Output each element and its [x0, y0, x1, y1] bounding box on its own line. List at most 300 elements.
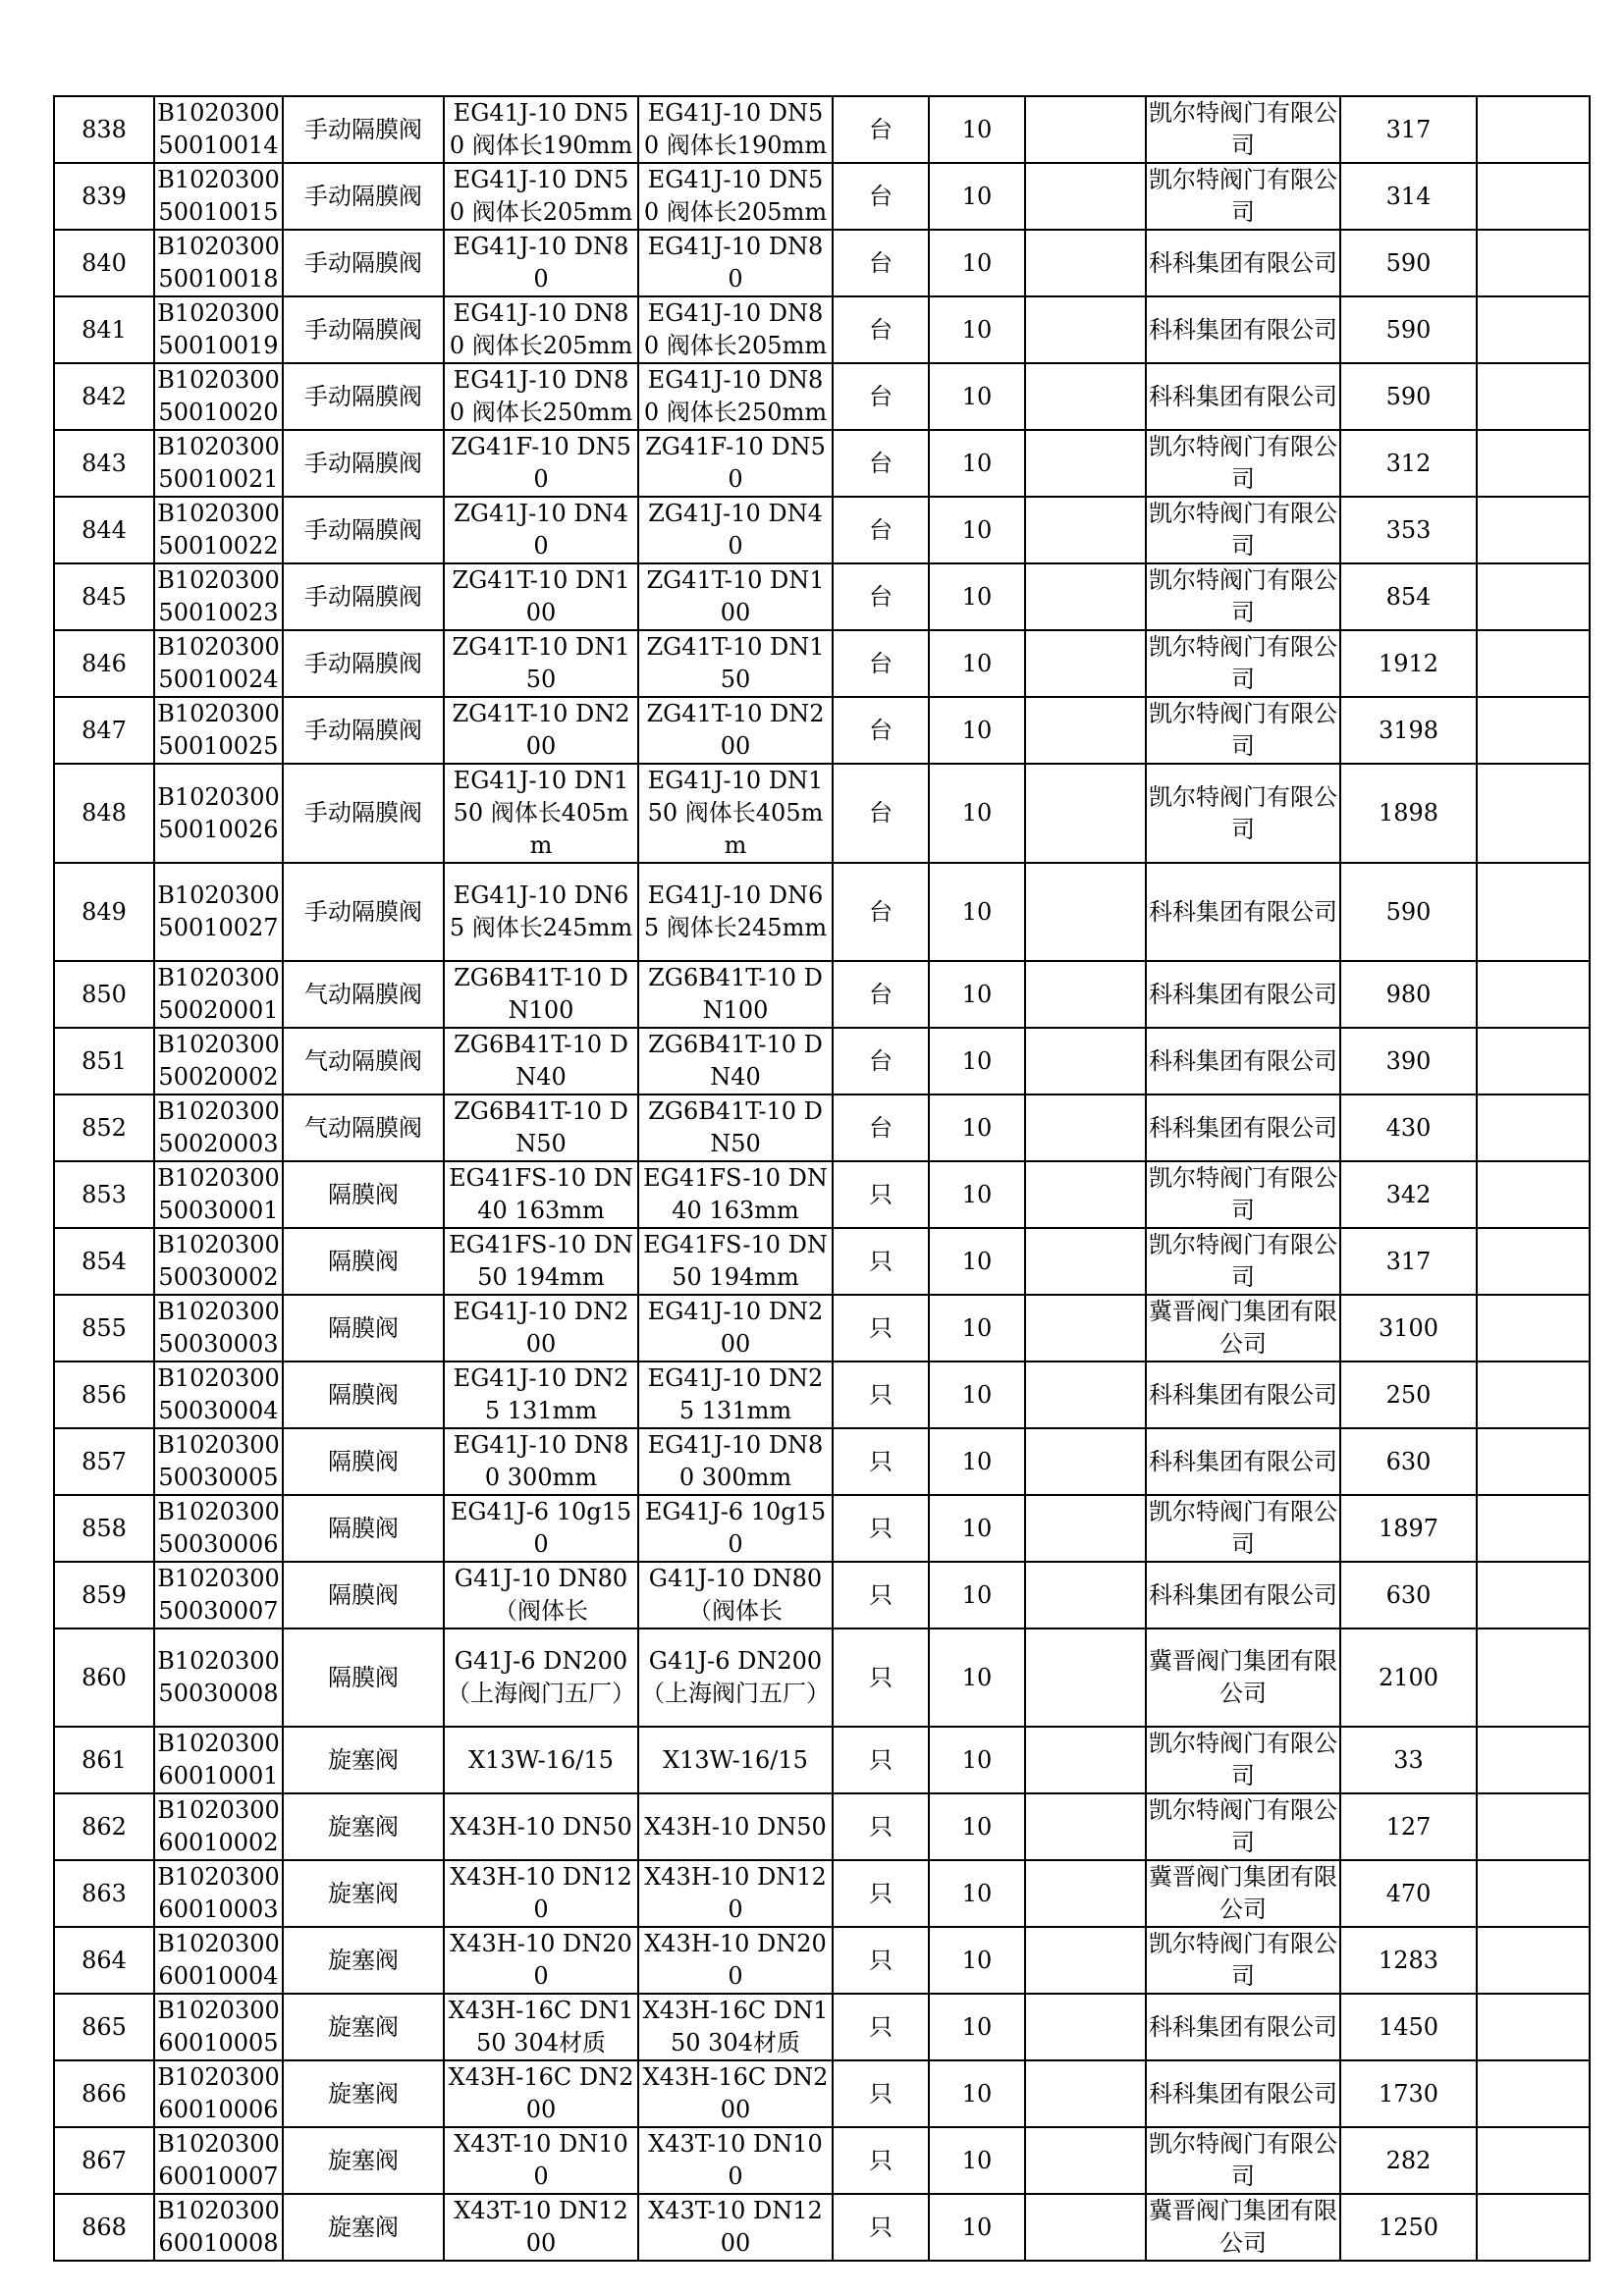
spec-cell: EG41J-10 DN150 阀体长405mm — [444, 764, 638, 863]
row-number: 859 — [54, 1562, 154, 1629]
row-number: 857 — [54, 1428, 154, 1495]
price-cell: 630 — [1340, 1428, 1477, 1495]
unit-cell: 只 — [833, 1161, 929, 1228]
price-cell: 590 — [1340, 230, 1477, 296]
spec-cell: X43T-10 DN1200 — [444, 2194, 638, 2261]
item-code: B1020300 50010018 — [154, 230, 283, 296]
quantity-cell: 10 — [929, 863, 1025, 961]
row-number: 866 — [54, 2060, 154, 2127]
supplier-cell: 凯尔特阀门有限公司 — [1146, 563, 1340, 630]
price-list-table — [53, 95, 1591, 2262]
note-cell — [1025, 363, 1146, 430]
spec-cell-2: EG41J-10 DN80 阀体长250mm — [638, 363, 833, 430]
extra-cell — [1477, 1495, 1590, 1562]
extra-cell — [1477, 961, 1590, 1028]
table-row — [54, 2127, 1590, 2194]
item-code: B1020300 50010024 — [154, 630, 283, 697]
spec-cell-2: EG41J-10 DN150 阀体长405mm — [638, 764, 833, 863]
item-name: 手动隔膜阀 — [283, 630, 444, 697]
price-cell: 353 — [1340, 497, 1477, 563]
supplier-cell: 凯尔特阀门有限公司 — [1146, 1161, 1340, 1228]
note-cell — [1025, 1362, 1146, 1428]
spec-cell: ZG41F-10 DN50 — [444, 430, 638, 497]
row-number: 843 — [54, 430, 154, 497]
spec-cell-2: X43T-10 DN1200 — [638, 2194, 833, 2261]
quantity-cell: 10 — [929, 1028, 1025, 1095]
unit-cell: 台 — [833, 630, 929, 697]
quantity-cell: 10 — [929, 96, 1025, 163]
item-code: B1020300 50020003 — [154, 1095, 283, 1161]
extra-cell — [1477, 363, 1590, 430]
unit-cell: 台 — [833, 96, 929, 163]
table-row — [54, 764, 1590, 863]
supplier-cell: 科科集团有限公司 — [1146, 1428, 1340, 1495]
extra-cell — [1477, 2194, 1590, 2261]
unit-cell: 只 — [833, 2060, 929, 2127]
note-cell — [1025, 697, 1146, 764]
unit-cell: 只 — [833, 1428, 929, 1495]
note-cell — [1025, 1095, 1146, 1161]
item-name: 隔膜阀 — [283, 1228, 444, 1295]
supplier-cell: 凯尔特阀门有限公司 — [1146, 163, 1340, 230]
item-name: 手动隔膜阀 — [283, 697, 444, 764]
extra-cell — [1477, 563, 1590, 630]
price-cell: 1450 — [1340, 1994, 1477, 2060]
note-cell — [1025, 163, 1146, 230]
note-cell — [1025, 1028, 1146, 1095]
note-cell — [1025, 1495, 1146, 1562]
spec-cell: X43H-16C DN150 304材质 — [444, 1994, 638, 2060]
price-cell: 1912 — [1340, 630, 1477, 697]
note-cell — [1025, 1295, 1146, 1362]
spec-cell-2: X43H-10 DN50 — [638, 1793, 833, 1860]
row-number: 863 — [54, 1860, 154, 1927]
row-number: 840 — [54, 230, 154, 296]
spec-cell-2: ZG41T-10 DN200 — [638, 697, 833, 764]
price-cell: 317 — [1340, 1228, 1477, 1295]
row-number: 845 — [54, 563, 154, 630]
price-cell: 33 — [1340, 1727, 1477, 1793]
supplier-cell: 凯尔特阀门有限公司 — [1146, 630, 1340, 697]
row-number: 844 — [54, 497, 154, 563]
item-code: B1020300 60010006 — [154, 2060, 283, 2127]
spec-cell-2: X43T-10 DN100 — [638, 2127, 833, 2194]
row-number: 853 — [54, 1161, 154, 1228]
spec-cell-2: ZG6B41T-10 DN40 — [638, 1028, 833, 1095]
supplier-cell: 凯尔特阀门有限公司 — [1146, 764, 1340, 863]
supplier-cell: 凯尔特阀门有限公司 — [1146, 497, 1340, 563]
row-number: 867 — [54, 2127, 154, 2194]
quantity-cell: 10 — [929, 961, 1025, 1028]
row-number: 848 — [54, 764, 154, 863]
price-cell: 282 — [1340, 2127, 1477, 2194]
item-name: 隔膜阀 — [283, 1362, 444, 1428]
row-number: 850 — [54, 961, 154, 1028]
item-name: 气动隔膜阀 — [283, 1095, 444, 1161]
note-cell — [1025, 230, 1146, 296]
row-number: 862 — [54, 1793, 154, 1860]
price-cell: 590 — [1340, 363, 1477, 430]
extra-cell — [1477, 1860, 1590, 1927]
table-row — [54, 1629, 1590, 1727]
unit-cell: 台 — [833, 163, 929, 230]
quantity-cell: 10 — [929, 2127, 1025, 2194]
price-cell: 854 — [1340, 563, 1477, 630]
quantity-cell: 10 — [929, 1927, 1025, 1994]
item-code: B1020300 60010008 — [154, 2194, 283, 2261]
supplier-cell: 凯尔特阀门有限公司 — [1146, 1495, 1340, 1562]
extra-cell — [1477, 1629, 1590, 1727]
item-name: 旋塞阀 — [283, 1927, 444, 1994]
item-code: B1020300 60010003 — [154, 1860, 283, 1927]
spec-cell-2: X43H-10 DN120 — [638, 1860, 833, 1927]
spec-cell: X43H-10 DN200 — [444, 1927, 638, 1994]
unit-cell: 台 — [833, 430, 929, 497]
table-row — [54, 1727, 1590, 1793]
item-code: B1020300 60010004 — [154, 1927, 283, 1994]
item-name: 气动隔膜阀 — [283, 1028, 444, 1095]
price-cell: 250 — [1340, 1362, 1477, 1428]
quantity-cell: 10 — [929, 697, 1025, 764]
item-code: B1020300 50010015 — [154, 163, 283, 230]
spec-cell: X43H-16C DN200 — [444, 2060, 638, 2127]
quantity-cell: 10 — [929, 1994, 1025, 2060]
spec-cell-2: EG41J-10 DN80 300mm — [638, 1428, 833, 1495]
spec-cell: ZG41J-10 DN40 — [444, 497, 638, 563]
extra-cell — [1477, 1793, 1590, 1860]
item-name: 旋塞阀 — [283, 1994, 444, 2060]
table-row — [54, 1428, 1590, 1495]
unit-cell: 只 — [833, 1562, 929, 1629]
item-name: 手动隔膜阀 — [283, 863, 444, 961]
note-cell — [1025, 1927, 1146, 1994]
spec-cell: EG41J-10 DN80 — [444, 230, 638, 296]
supplier-cell: 凯尔特阀门有限公司 — [1146, 1727, 1340, 1793]
spec-cell-2: X43H-16C DN200 — [638, 2060, 833, 2127]
spec-cell-2: EG41J-10 DN80 — [638, 230, 833, 296]
extra-cell — [1477, 96, 1590, 163]
unit-cell: 只 — [833, 1629, 929, 1727]
item-name: 隔膜阀 — [283, 1161, 444, 1228]
note-cell — [1025, 563, 1146, 630]
supplier-cell: 冀晋阀门集团有限公司 — [1146, 1860, 1340, 1927]
table-row — [54, 961, 1590, 1028]
table-row — [54, 1095, 1590, 1161]
unit-cell: 台 — [833, 230, 929, 296]
spec-cell: EG41J-10 DN80 阀体长205mm — [444, 296, 638, 363]
spec-cell: ZG6B41T-10 DN100 — [444, 961, 638, 1028]
note-cell — [1025, 1562, 1146, 1629]
quantity-cell: 10 — [929, 2060, 1025, 2127]
item-code: B1020300 50030005 — [154, 1428, 283, 1495]
price-cell: 1250 — [1340, 2194, 1477, 2261]
extra-cell — [1477, 1362, 1590, 1428]
price-cell: 590 — [1340, 296, 1477, 363]
item-code: B1020300 50010023 — [154, 563, 283, 630]
table-row — [54, 1927, 1590, 1994]
supplier-cell: 科科集团有限公司 — [1146, 296, 1340, 363]
item-name: 气动隔膜阀 — [283, 961, 444, 1028]
quantity-cell: 10 — [929, 2194, 1025, 2261]
quantity-cell: 10 — [929, 1095, 1025, 1161]
item-name: 手动隔膜阀 — [283, 96, 444, 163]
table-row — [54, 697, 1590, 764]
spec-cell-2: EG41J-10 DN80 阀体长205mm — [638, 296, 833, 363]
quantity-cell: 10 — [929, 163, 1025, 230]
row-number: 851 — [54, 1028, 154, 1095]
note-cell — [1025, 1428, 1146, 1495]
table-row — [54, 363, 1590, 430]
supplier-cell: 科科集团有限公司 — [1146, 1562, 1340, 1629]
item-code: B1020300 50030003 — [154, 1295, 283, 1362]
row-number: 864 — [54, 1927, 154, 1994]
table-row — [54, 1228, 1590, 1295]
quantity-cell: 10 — [929, 1629, 1025, 1727]
note-cell — [1025, 2127, 1146, 2194]
quantity-cell: 10 — [929, 1727, 1025, 1793]
spec-cell-2: EG41J-10 DN65 阀体长245mm — [638, 863, 833, 961]
unit-cell: 只 — [833, 2194, 929, 2261]
note-cell — [1025, 961, 1146, 1028]
spec-cell: G41J-6 DN200 （上海阀门五厂） — [444, 1629, 638, 1727]
row-number: 868 — [54, 2194, 154, 2261]
spec-cell: EG41J-10 DN50 阀体长205mm — [444, 163, 638, 230]
spec-cell-2: X43H-16C DN150 304材质 — [638, 1994, 833, 2060]
item-name: 手动隔膜阀 — [283, 497, 444, 563]
quantity-cell: 10 — [929, 1495, 1025, 1562]
spec-cell: EG41J-10 DN80 阀体长250mm — [444, 363, 638, 430]
spec-cell: EG41FS-10 DN50 194mm — [444, 1228, 638, 1295]
note-cell — [1025, 96, 1146, 163]
item-code: B1020300 50030002 — [154, 1228, 283, 1295]
supplier-cell: 科科集团有限公司 — [1146, 1028, 1340, 1095]
table-body — [54, 96, 1590, 2261]
item-name: 旋塞阀 — [283, 2127, 444, 2194]
price-cell: 1730 — [1340, 2060, 1477, 2127]
price-cell: 590 — [1340, 863, 1477, 961]
quantity-cell: 10 — [929, 1161, 1025, 1228]
item-name: 旋塞阀 — [283, 1727, 444, 1793]
spec-cell-2: EG41FS-10 DN40 163mm — [638, 1161, 833, 1228]
row-number: 865 — [54, 1994, 154, 2060]
spec-cell: EG41J-6 10g150 — [444, 1495, 638, 1562]
unit-cell: 只 — [833, 1727, 929, 1793]
quantity-cell: 10 — [929, 1860, 1025, 1927]
spec-cell-2: EG41J-10 DN200 — [638, 1295, 833, 1362]
note-cell — [1025, 497, 1146, 563]
supplier-cell: 凯尔特阀门有限公司 — [1146, 697, 1340, 764]
row-number: 842 — [54, 363, 154, 430]
unit-cell: 只 — [833, 1362, 929, 1428]
extra-cell — [1477, 1028, 1590, 1095]
row-number: 854 — [54, 1228, 154, 1295]
note-cell — [1025, 1228, 1146, 1295]
unit-cell: 台 — [833, 1028, 929, 1095]
quantity-cell: 10 — [929, 1793, 1025, 1860]
spec-cell-2: EG41FS-10 DN50 194mm — [638, 1228, 833, 1295]
price-cell: 127 — [1340, 1793, 1477, 1860]
spec-cell: ZG41T-10 DN200 — [444, 697, 638, 764]
spec-cell: EG41J-10 DN25 131mm — [444, 1362, 638, 1428]
item-code: B1020300 50020002 — [154, 1028, 283, 1095]
supplier-cell: 科科集团有限公司 — [1146, 1362, 1340, 1428]
price-cell: 317 — [1340, 96, 1477, 163]
row-number: 847 — [54, 697, 154, 764]
supplier-cell: 科科集团有限公司 — [1146, 363, 1340, 430]
extra-cell — [1477, 1562, 1590, 1629]
spec-cell-2: X13W-16/15 — [638, 1727, 833, 1793]
spec-cell-2: X43H-10 DN200 — [638, 1927, 833, 1994]
supplier-cell: 凯尔特阀门有限公司 — [1146, 430, 1340, 497]
extra-cell — [1477, 863, 1590, 961]
note-cell — [1025, 2194, 1146, 2261]
item-code: B1020300 50010025 — [154, 697, 283, 764]
spec-cell-2: G41J-6 DN200 （上海阀门五厂） — [638, 1629, 833, 1727]
extra-cell — [1477, 1161, 1590, 1228]
unit-cell: 台 — [833, 1095, 929, 1161]
unit-cell: 台 — [833, 563, 929, 630]
table-row — [54, 163, 1590, 230]
table-row — [54, 430, 1590, 497]
quantity-cell: 10 — [929, 1562, 1025, 1629]
extra-cell — [1477, 230, 1590, 296]
supplier-cell: 科科集团有限公司 — [1146, 1994, 1340, 2060]
table-row — [54, 1295, 1590, 1362]
spec-cell: ZG6B41T-10 DN40 — [444, 1028, 638, 1095]
item-code: B1020300 50030001 — [154, 1161, 283, 1228]
item-name: 手动隔膜阀 — [283, 296, 444, 363]
quantity-cell: 10 — [929, 497, 1025, 563]
spec-cell: EG41FS-10 DN40 163mm — [444, 1161, 638, 1228]
price-cell: 630 — [1340, 1562, 1477, 1629]
item-name: 隔膜阀 — [283, 1428, 444, 1495]
row-number: 849 — [54, 863, 154, 961]
item-code: B1020300 50010022 — [154, 497, 283, 563]
supplier-cell: 凯尔特阀门有限公司 — [1146, 96, 1340, 163]
note-cell — [1025, 2060, 1146, 2127]
row-number: 855 — [54, 1295, 154, 1362]
supplier-cell: 凯尔特阀门有限公司 — [1146, 1793, 1340, 1860]
spec-cell: EG41J-10 DN80 300mm — [444, 1428, 638, 1495]
unit-cell: 只 — [833, 1793, 929, 1860]
extra-cell — [1477, 2060, 1590, 2127]
spec-cell: G41J-10 DN80 （阀体长 — [444, 1562, 638, 1629]
unit-cell: 台 — [833, 363, 929, 430]
item-code: B1020300 50010019 — [154, 296, 283, 363]
spec-cell-2: EG41J-10 DN50 阀体长190mm — [638, 96, 833, 163]
item-name: 旋塞阀 — [283, 2060, 444, 2127]
extra-cell — [1477, 1927, 1590, 1994]
extra-cell — [1477, 1428, 1590, 1495]
price-cell: 312 — [1340, 430, 1477, 497]
table-row — [54, 1994, 1590, 2060]
spec-cell: X43T-10 DN100 — [444, 2127, 638, 2194]
supplier-cell: 冀晋阀门集团有限公司 — [1146, 2194, 1340, 2261]
supplier-cell: 凯尔特阀门有限公司 — [1146, 1927, 1340, 1994]
unit-cell: 台 — [833, 497, 929, 563]
note-cell — [1025, 1793, 1146, 1860]
supplier-cell: 凯尔特阀门有限公司 — [1146, 2127, 1340, 2194]
row-number: 841 — [54, 296, 154, 363]
item-code: B1020300 50010027 — [154, 863, 283, 961]
item-name: 手动隔膜阀 — [283, 563, 444, 630]
item-code: B1020300 50030006 — [154, 1495, 283, 1562]
row-number: 860 — [54, 1629, 154, 1727]
table-row — [54, 2194, 1590, 2261]
price-cell: 314 — [1340, 163, 1477, 230]
supplier-cell: 凯尔特阀门有限公司 — [1146, 1228, 1340, 1295]
quantity-cell: 10 — [929, 296, 1025, 363]
item-code: B1020300 50030008 — [154, 1629, 283, 1727]
note-cell — [1025, 430, 1146, 497]
unit-cell: 台 — [833, 764, 929, 863]
price-cell: 390 — [1340, 1028, 1477, 1095]
spec-cell: ZG41T-10 DN150 — [444, 630, 638, 697]
note-cell — [1025, 1629, 1146, 1727]
item-name: 旋塞阀 — [283, 1793, 444, 1860]
item-name: 手动隔膜阀 — [283, 363, 444, 430]
extra-cell — [1477, 1994, 1590, 2060]
extra-cell — [1477, 497, 1590, 563]
price-cell: 2100 — [1340, 1629, 1477, 1727]
table-row — [54, 1028, 1590, 1095]
supplier-cell: 科科集团有限公司 — [1146, 230, 1340, 296]
extra-cell — [1477, 1095, 1590, 1161]
unit-cell: 只 — [833, 1927, 929, 1994]
item-code: B1020300 50010020 — [154, 363, 283, 430]
note-cell — [1025, 764, 1146, 863]
item-name: 隔膜阀 — [283, 1629, 444, 1727]
extra-cell — [1477, 430, 1590, 497]
quantity-cell: 10 — [929, 1428, 1025, 1495]
item-code: B1020300 60010005 — [154, 1994, 283, 2060]
table-row — [54, 1793, 1590, 1860]
supplier-cell: 科科集团有限公司 — [1146, 863, 1340, 961]
unit-cell: 只 — [833, 1228, 929, 1295]
note-cell — [1025, 296, 1146, 363]
spec-cell-2: ZG41T-10 DN100 — [638, 563, 833, 630]
spec-cell: EG41J-10 DN65 阀体长245mm — [444, 863, 638, 961]
note-cell — [1025, 1860, 1146, 1927]
spec-cell: X43H-10 DN120 — [444, 1860, 638, 1927]
item-code: B1020300 60010002 — [154, 1793, 283, 1860]
extra-cell — [1477, 630, 1590, 697]
unit-cell: 台 — [833, 296, 929, 363]
spec-cell-2: EG41J-10 DN25 131mm — [638, 1362, 833, 1428]
extra-cell — [1477, 1228, 1590, 1295]
unit-cell: 台 — [833, 961, 929, 1028]
spec-cell-2: EG41J-6 10g150 — [638, 1495, 833, 1562]
unit-cell: 只 — [833, 1495, 929, 1562]
quantity-cell: 10 — [929, 363, 1025, 430]
row-number: 852 — [54, 1095, 154, 1161]
note-cell — [1025, 1727, 1146, 1793]
quantity-cell: 10 — [929, 563, 1025, 630]
price-cell: 1898 — [1340, 764, 1477, 863]
quantity-cell: 10 — [929, 1228, 1025, 1295]
table-row — [54, 1362, 1590, 1428]
spec-cell: EG41J-10 DN200 — [444, 1295, 638, 1362]
price-cell: 3198 — [1340, 697, 1477, 764]
spec-cell-2: EG41J-10 DN50 阀体长205mm — [638, 163, 833, 230]
item-name: 隔膜阀 — [283, 1562, 444, 1629]
spec-cell: EG41J-10 DN50 阀体长190mm — [444, 96, 638, 163]
item-code: B1020300 60010007 — [154, 2127, 283, 2194]
spec-cell-2: ZG6B41T-10 DN50 — [638, 1095, 833, 1161]
spec-cell: ZG6B41T-10 DN50 — [444, 1095, 638, 1161]
item-name: 手动隔膜阀 — [283, 430, 444, 497]
extra-cell — [1477, 764, 1590, 863]
